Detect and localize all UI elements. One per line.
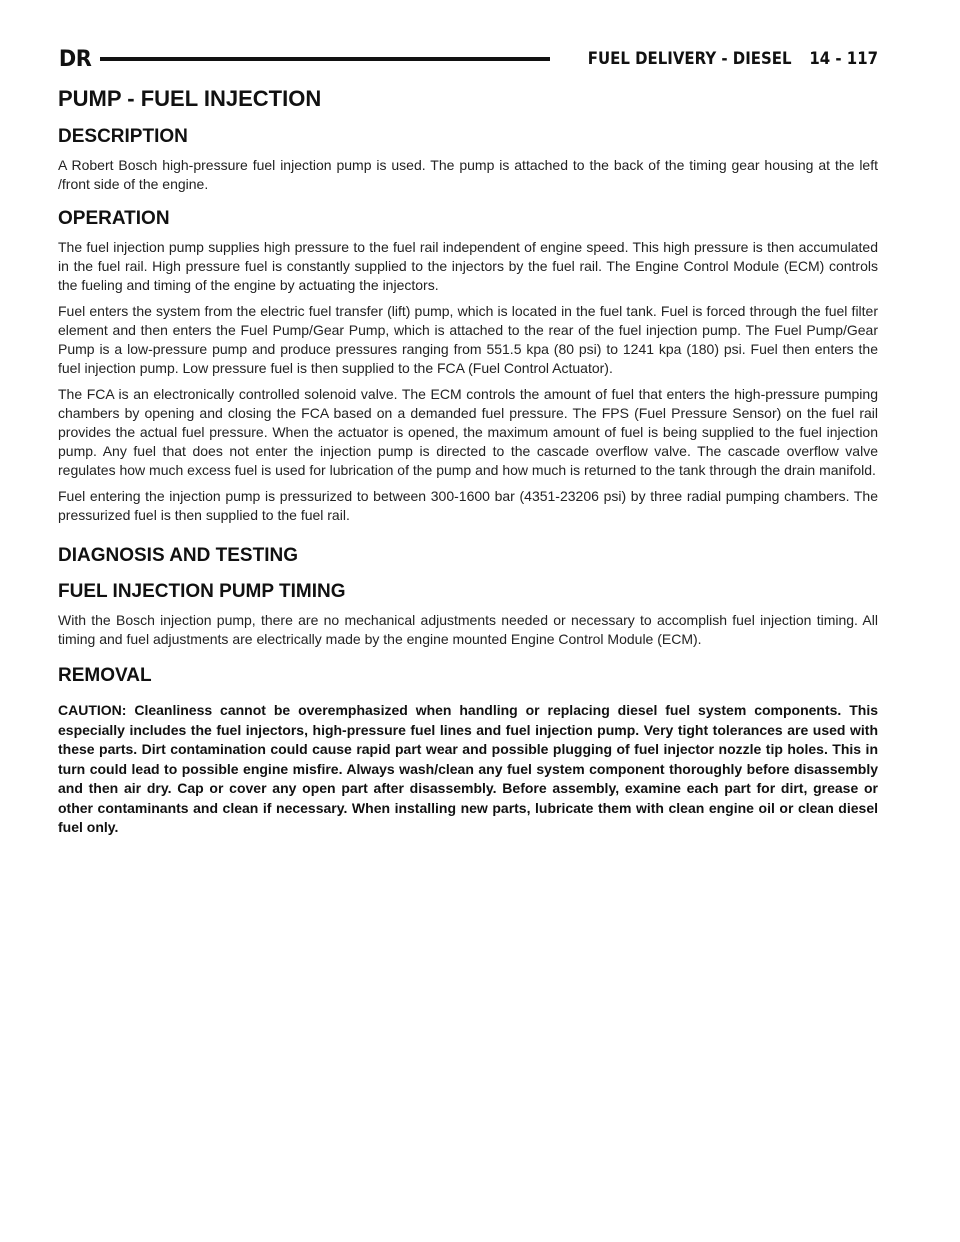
operation-section: [58, 208, 878, 525]
page-title: PUMP - FUEL INJECTION: [58, 86, 322, 111]
operation-paragraph: The FCA is an electronically controlled solenoid valve. The ECM controls the amount of fuel that enters the high-pressure pumping chambers by opening and closing the FCA based on a demanded fuel pressure. The FPS (Fuel Pressure Sensor) on the fuel rail provides the actual fuel pressure. When the actuator is opened, the maximum amount of fuel is being supplied to the fuel injection pump. Any fuel that does not enter the injection pump is directed to the cascade overflow valve. The cascade overflow valve regulates how much excess fuel is used for lubrication of the pump and how much is returned to the tank through the drain manifold.: [58, 386, 878, 478]
description-section: [58, 126, 878, 194]
header-model-code: DR: [58, 46, 92, 72]
header-page-number: 14 - 117: [809, 49, 878, 69]
operation-paragraph: The fuel injection pump supplies high pressure to the fuel rail independent of engine speed. This high pressure is then accumulated in the fuel rail. High pressure fuel is constantly supplied to the injectors by the fuel rail. The Engine Control Module (ECM) controls the fueling and timing of the engine by actuating the injectors.: [58, 239, 878, 293]
header-rule: [100, 57, 550, 61]
diagnosis-heading: DIAGNOSIS AND TESTING: [58, 545, 298, 566]
operation-paragraph: Fuel entering the injection pump is pressurized to between 300-1600 bar (4351-23206 psi) by three radial pumping chambers. The pressurized fuel is then supplied to the fuel rail.: [58, 488, 878, 523]
timing-subheading: FUEL INJECTION PUMP TIMING: [58, 581, 346, 602]
operation-heading: OPERATION: [58, 208, 170, 229]
removal-heading: REMOVAL: [58, 665, 152, 686]
caution-note: CAUTION: Cleanliness cannot be overemphasized when handling or replacing diesel fuel system components. This especially includes the fuel injectors, high-pressure fuel lines and fuel injection pump. Very tight tolerances are used with these parts. Dirt contamination could cause rapid part wear and possible plugging of fuel injector nozzle tip holes. This in turn could lead to possible engine misfire. Always wash/clean any fuel system component thoroughly before disassembly and then air dry. Cap or cover any open part after disassembly. Before assembly, examine each part for dirt, grease or other contaminants and clean if necessary. When installing new parts, lubricate them with clean engine oil or clean diesel fuel only.: [58, 702, 878, 835]
description-heading: DESCRIPTION: [58, 126, 188, 147]
description-paragraph: A Robert Bosch high-pressure fuel injection pump is used. The pump is attached to the back of the timing gear housing at the left /front side of the engine.: [58, 157, 878, 192]
operation-paragraph: Fuel enters the system from the electric fuel transfer (lift) pump, which is located in the fuel tank. Fuel is forced through the fuel filter element and then enters the Fuel Pump/Gear Pump, which is attached to the rear of the fuel injection pump. The Fuel Pump/Gear Pump is a low-pressure pump and produce pressures ranging from 551.5 kpa (80 psi) to 1241 kpa (180) psi. Fuel then enters the fuel injection pump. Low pressure fuel is then supplied to the FCA (Fuel Control Actuator).: [58, 303, 878, 376]
manual-page: [58, 44, 878, 845]
diagnosis-paragraph: With the Bosch injection pump, there are no mechanical adjustments needed or necessary to accomplish fuel injection timing. All timing and fuel adjustments are electrically made by the engine mounted Engine Control Module (ECM).: [58, 612, 878, 647]
header-section-title: FUEL DELIVERY - DIESEL: [588, 49, 792, 69]
diagnosis-section: [58, 545, 878, 649]
page-header: [58, 44, 878, 74]
removal-section: [58, 665, 878, 838]
